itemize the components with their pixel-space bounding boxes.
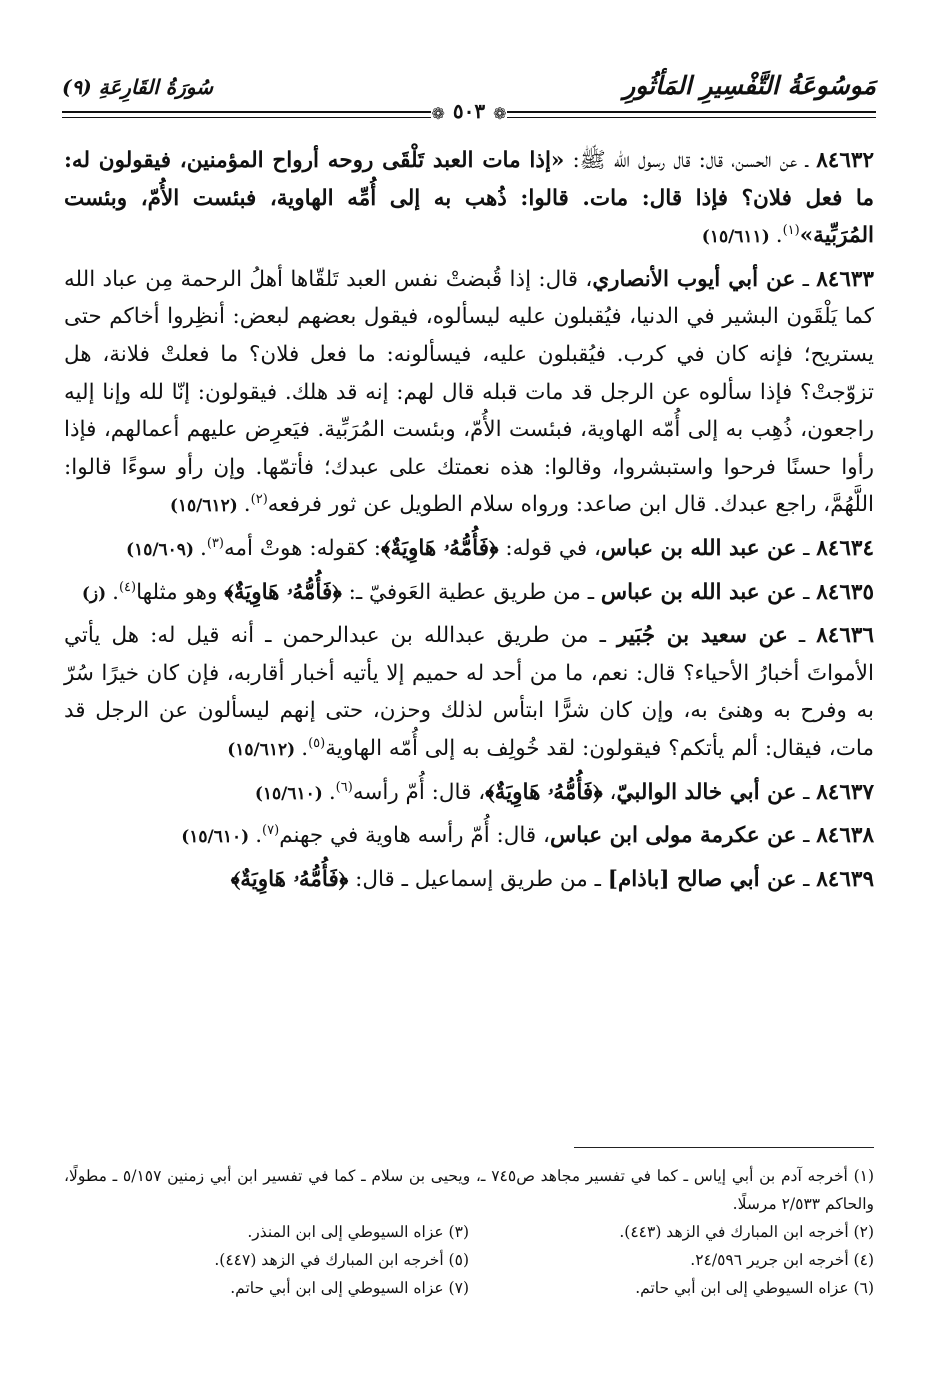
- dash: ـ: [787, 623, 817, 649]
- narration-number: ٨٤٦٣٢: [816, 148, 874, 173]
- main-text: [64, 142, 874, 902]
- footnote-2: (٢) أخرجه ابن المبارك في الزهد (٤٤٣).: [619, 1223, 874, 1241]
- footnote-marker[interactable]: (٦): [335, 779, 353, 795]
- quran-verse: ﴿فَأُمُّهُۥ هَاوِيَةٌ﴾: [224, 579, 342, 605]
- source-reference: (١٥/٦١٢): [169, 496, 238, 517]
- source-reference: (١٥/٦١٢): [227, 739, 296, 760]
- dash: ـ: [796, 779, 817, 805]
- narrator-name: عن سعيد بن جُبَير: [616, 623, 788, 649]
- book-title: مَوسُوعَةُ التَّفْسِيرِ المَأثُورِ: [623, 71, 876, 100]
- narration-number: ٨٤٦٣٩: [816, 866, 874, 892]
- narration-number: ٨٤٦٣٨: [816, 823, 874, 849]
- footnote-marker[interactable]: (٥): [308, 735, 326, 751]
- quran-verse: ﴿فَأُمُّهُۥ هَاوِيَةٌ﴾: [380, 535, 499, 561]
- narrator-name: عن عبد الله بن عباس: [600, 535, 797, 561]
- narration-entry: [64, 861, 874, 899]
- narration-text: وهو مثلها: [136, 579, 225, 605]
- narration-text: ـ من طريق عطية العَوفيّ ـ:: [341, 579, 601, 605]
- footnote-5: (٥) أخرجه ابن المبارك في الزهد (٤٤٧).: [214, 1251, 469, 1269]
- ornament-icon: ❁: [431, 104, 445, 123]
- source-reference: (١٥/٦١٠): [254, 783, 323, 804]
- source-reference: (ز): [81, 583, 107, 604]
- narration-entry: [64, 142, 874, 257]
- source-reference: (١٥/٦١١): [701, 227, 770, 248]
- page-number-block: [0, 99, 938, 123]
- footnote-marker[interactable]: (٢): [250, 492, 268, 508]
- period: .: [243, 492, 251, 518]
- period: .: [328, 779, 336, 805]
- footnote-7: (٧) عزاه السيوطي إلى ابن أبي حاتم.: [230, 1279, 469, 1297]
- narration-text: ، في قوله:: [498, 535, 601, 561]
- footnote-1: (١) أخرجه آدم بن أبي إياس ـ كما في تفسير مجاهد ص٧٤٥ ـ، ويحيى بن سلام ـ كما في تفسير ابن أبي زمنين ٥/١٥٧ ـ مطولًا، والحاكم ٢/٥٣٣ مرسلًا.: [64, 1167, 875, 1213]
- period: .: [112, 579, 119, 605]
- narration-number: ٨٤٦٣٥: [816, 579, 874, 605]
- source-reference: (١٥/٦١٠): [181, 827, 250, 848]
- footnote-marker[interactable]: (٤): [118, 579, 137, 595]
- narration-entry: [64, 817, 874, 857]
- dash: ـ: [796, 535, 817, 561]
- narration-text: عن الحسن، قال: قال رسول الله ﷺ:: [564, 148, 798, 173]
- footnote-marker[interactable]: (٣): [206, 535, 224, 551]
- narration-number: ٨٤٦٣٣: [816, 266, 874, 292]
- dash: ـ: [796, 866, 817, 892]
- quran-verse: ﴿فَأُمُّهُۥ هَاوِيَةٌ﴾: [485, 779, 603, 805]
- footnotes: [64, 1162, 874, 1302]
- footnote-row: [64, 1246, 874, 1274]
- footnote-marker[interactable]: (١): [782, 223, 800, 239]
- surah-title: سُورَةُ القَارِعَةِ (٩): [62, 75, 214, 99]
- narration-entry: [64, 261, 874, 526]
- dash: ـ: [795, 266, 817, 292]
- narration-entry: [64, 530, 874, 570]
- narrator-name: عن أبي صالح [باذام]: [607, 866, 797, 892]
- dash: ـ: [797, 148, 817, 173]
- narration-text: ، قال: أُمّ رأسه هاوية في جهنم: [279, 823, 550, 849]
- footnote-4: (٤) أخرجه ابن جرير ٢٤/٥٩٦.: [690, 1251, 874, 1269]
- footnote-marker[interactable]: (٧): [262, 822, 280, 838]
- narration-number: ٨٤٦٣٦: [816, 623, 874, 649]
- narration-text: ـ من طريق إسماعيل ـ قال:: [348, 866, 608, 892]
- narrator-name: عن عبد الله بن عباس: [600, 579, 797, 605]
- quran-verse: ﴿فَأُمُّهُۥ هَاوِيَةٌ﴾: [230, 866, 349, 892]
- narrator-name: عن أبي أيوب الأنصاري: [592, 266, 796, 292]
- ornament-icon: ❁: [493, 104, 507, 123]
- footnote-row: [64, 1274, 874, 1302]
- period: .: [301, 735, 309, 761]
- narration-entry: [64, 774, 874, 814]
- hadith-text: «إذا مات العبد تَلْقَى روحه أرواح المؤمنين، فيقولون له: ما فعل فلان؟ فإذا قال: مات. قالوا: ذُهب به إلى أُمِّه الهاوية، فبئست الأُمّ، وبئست المُرَبِّية»: [64, 148, 874, 249]
- dash: ـ: [796, 579, 817, 605]
- dash: ـ: [796, 823, 817, 849]
- narration-text: : كقوله: هوتْ أمه: [223, 535, 381, 561]
- narration-entry: [64, 574, 874, 614]
- narration-text: ،: [602, 779, 617, 805]
- narration-number: ٨٤٦٣٧: [816, 779, 874, 805]
- footnote-6: (٦) عزاه السيوطي إلى ابن أبي حاتم.: [635, 1279, 874, 1297]
- period: .: [199, 535, 207, 561]
- narration-number: ٨٤٦٣٤: [816, 535, 874, 561]
- footnote-3: (٣) عزاه السيوطي إلى ابن المنذر.: [247, 1223, 469, 1241]
- footnote-separator: [574, 1147, 874, 1148]
- source-reference: (١٥/٦٠٩): [126, 539, 194, 560]
- period: .: [775, 223, 783, 249]
- footnote-row: [64, 1218, 874, 1246]
- narration-text: ، قال: أُمّ رأسه: [352, 779, 486, 805]
- narration-text: ـ من طريق عبدالله بن عبدالرحمن ـ أنه قيل له: هل يأتي الأمواتَ أخبارُ الأحياء؟ قال: نعم، ما من أحد له حميم إلا يأتيه أخبار أقاربه، فإن كان خيرًا سُرّ به وفرح به وهنئ به، وإن كان شرًّا ابتأس لذلك وحزن، حتى إنهم ليسألون عن الرجل قد مات، فيقال: ألم يأتكم؟ فيقولون: لقد خُولِف به إلى أُمّه الهاوية: [64, 623, 874, 761]
- narrator-name: عن عكرمة مولى ابن عباس: [550, 823, 797, 849]
- period: .: [255, 823, 263, 849]
- narration-entry: [64, 617, 874, 769]
- narration-text: ، قال: إذا قُبضتْ نفس العبد تَلقّاها أهلُ الرحمة مِن عباد الله كما يَلْقَون البشير في الدنيا، فيُقبلون عليه ليسألوه، فيقول بعضهم لبعض: أنظِروا أخاكم حتى يستريح؛ فإنه كان في كرب. فيُقبلون عليه، فيسألونه: ما فعل فلان؟ ما فعلتْ فلانة، هل تزوّجتْ؟ فإذا سألوه عن الرجل قد مات قبله قال لهم: إنه قد هلك. فيقولون: إنّا لله وإنا إليه راجعون، ذُهِب به إلى أُمّه الهاوية، فبئست الأُمّ، وبئست المُرَبِّية. فيَعرِض عليهم أعمالهم، فإذا رأوا حسنًا فرحوا واستبشروا، وقالوا: هذه نعمتك على عبدك؛ فأتمّها. وإن رأو سوءًا قالوا: اللَّهُمَّ، راجع عبدك. قال ابن صاعد: ورواه سلام الطويل عن ثور فرفعه: [64, 266, 874, 518]
- page-number: ٥٠٣: [445, 99, 493, 123]
- narrator-name: عن أبي خالد الوالبيّ: [616, 779, 797, 805]
